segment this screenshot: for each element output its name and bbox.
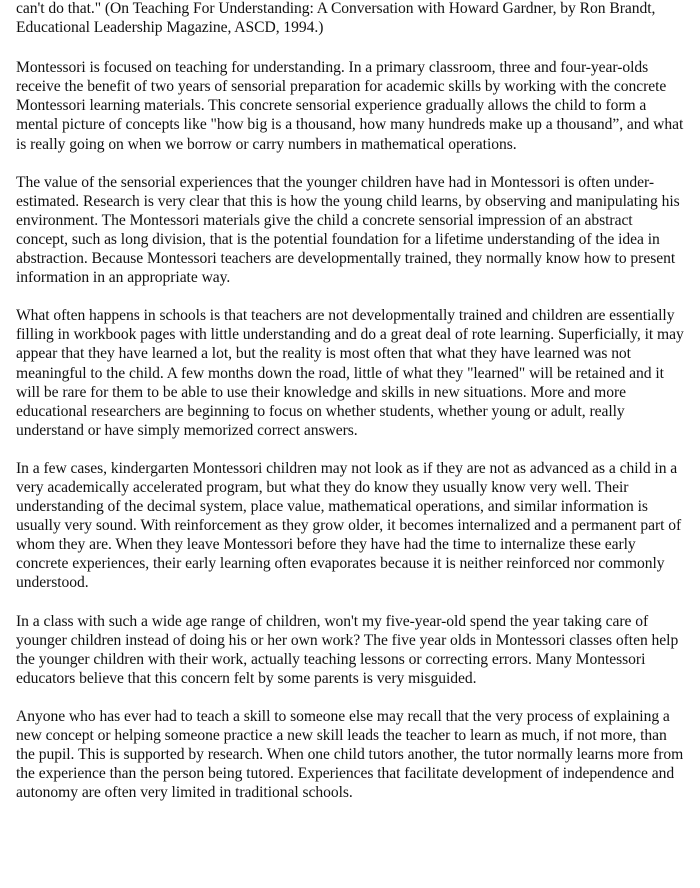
document-page xyxy=(16,0,686,821)
paragraph-teaching-for-understanding: Montessori is focused on teaching for understanding. In a primary classroom, three and four-year-olds receive the benefit of two years of sensorial preparation for academic skills by working with the concrete Montessori learning materials. This concrete sensorial experience gradually allows the child to form a mental picture of concepts like "how big is a thousand, how many hundreds make up a thousand”, and what is really going on when we borrow or carry numbers in mathematical operations. xyxy=(16,59,684,153)
paragraph-sensorial-value: The value of the sensorial experiences that the younger children have had in Montessori is often under-estimated. Research is very clear that this is how the young child learns, by observing and manipulating his environment. The Montessori materials give the child a concrete sensorial impression of an abstract concept, such as long division, that is the potential foundation for a lifetime understanding of the idea in abstraction. Because Montessori teachers are developmentally trained, they normally know how to present information in an appropriate way. xyxy=(16,173,680,287)
paragraph-kindergarten: In a few cases, kindergarten Montessori children may not look as if they are not as advanced as a child in a very academically accelerated program, but what they do know they usually know very well. Their understanding of the decimal system, place value, mathematical operations, and similar information is usually very sound. With reinforcement as they grow older, it becomes internalized and a permanent part of whom they are. When they leave Montessori before they have had the time to internalize these early concrete experiences, their early learning often evaporates because it is neither reinforced nor commonly understood. xyxy=(16,459,682,592)
paragraph-rote-learning: What often happens in schools is that teachers are not developmentally trained and children are essentially filling in workbook pages with little understanding and do a great deal of rote learning. Superficially, it may appear that they have learned a lot, but the reality is most often that what they have learned was not meaningful to the child. A few months down the road, little of what they "learned" will be retained and it will be rare for them to be able to use their knowledge and skills in new situations. More and more educational researchers are beginning to focus on whether students, whether young or adult, really understand or have simply memorized correct answers. xyxy=(16,307,684,439)
paragraph-citation: can't do that." (On Teaching For Understanding: A Conversation with Howard Gardner, by Ron Brandt, Educational Leadership Magazine, ASCD, 1994.) xyxy=(16,0,656,37)
paragraph-age-range-question: In a class with such a wide age range of children, won't my five-year-old spend the year taking care of younger children instead of doing his or her own work? The five year olds in Montessori classes often help the younger children with their work, actually teaching lessons or correcting errors. Many Montessori educators believe that this concern felt by some parents is very misguided. xyxy=(16,612,679,687)
paragraph-peer-tutoring: Anyone who has ever had to teach a skill to someone else may recall that the very process of explaining a new concept or helping someone practice a new skill leads the teacher to learn as much, if not more, than the pupil. This is supported by research. When one child tutors another, the tutor normally learns more from the experience than the person being tutored. Experiences that facilitate development of independence and autonomy are often very limited in traditional schools. xyxy=(16,707,684,802)
